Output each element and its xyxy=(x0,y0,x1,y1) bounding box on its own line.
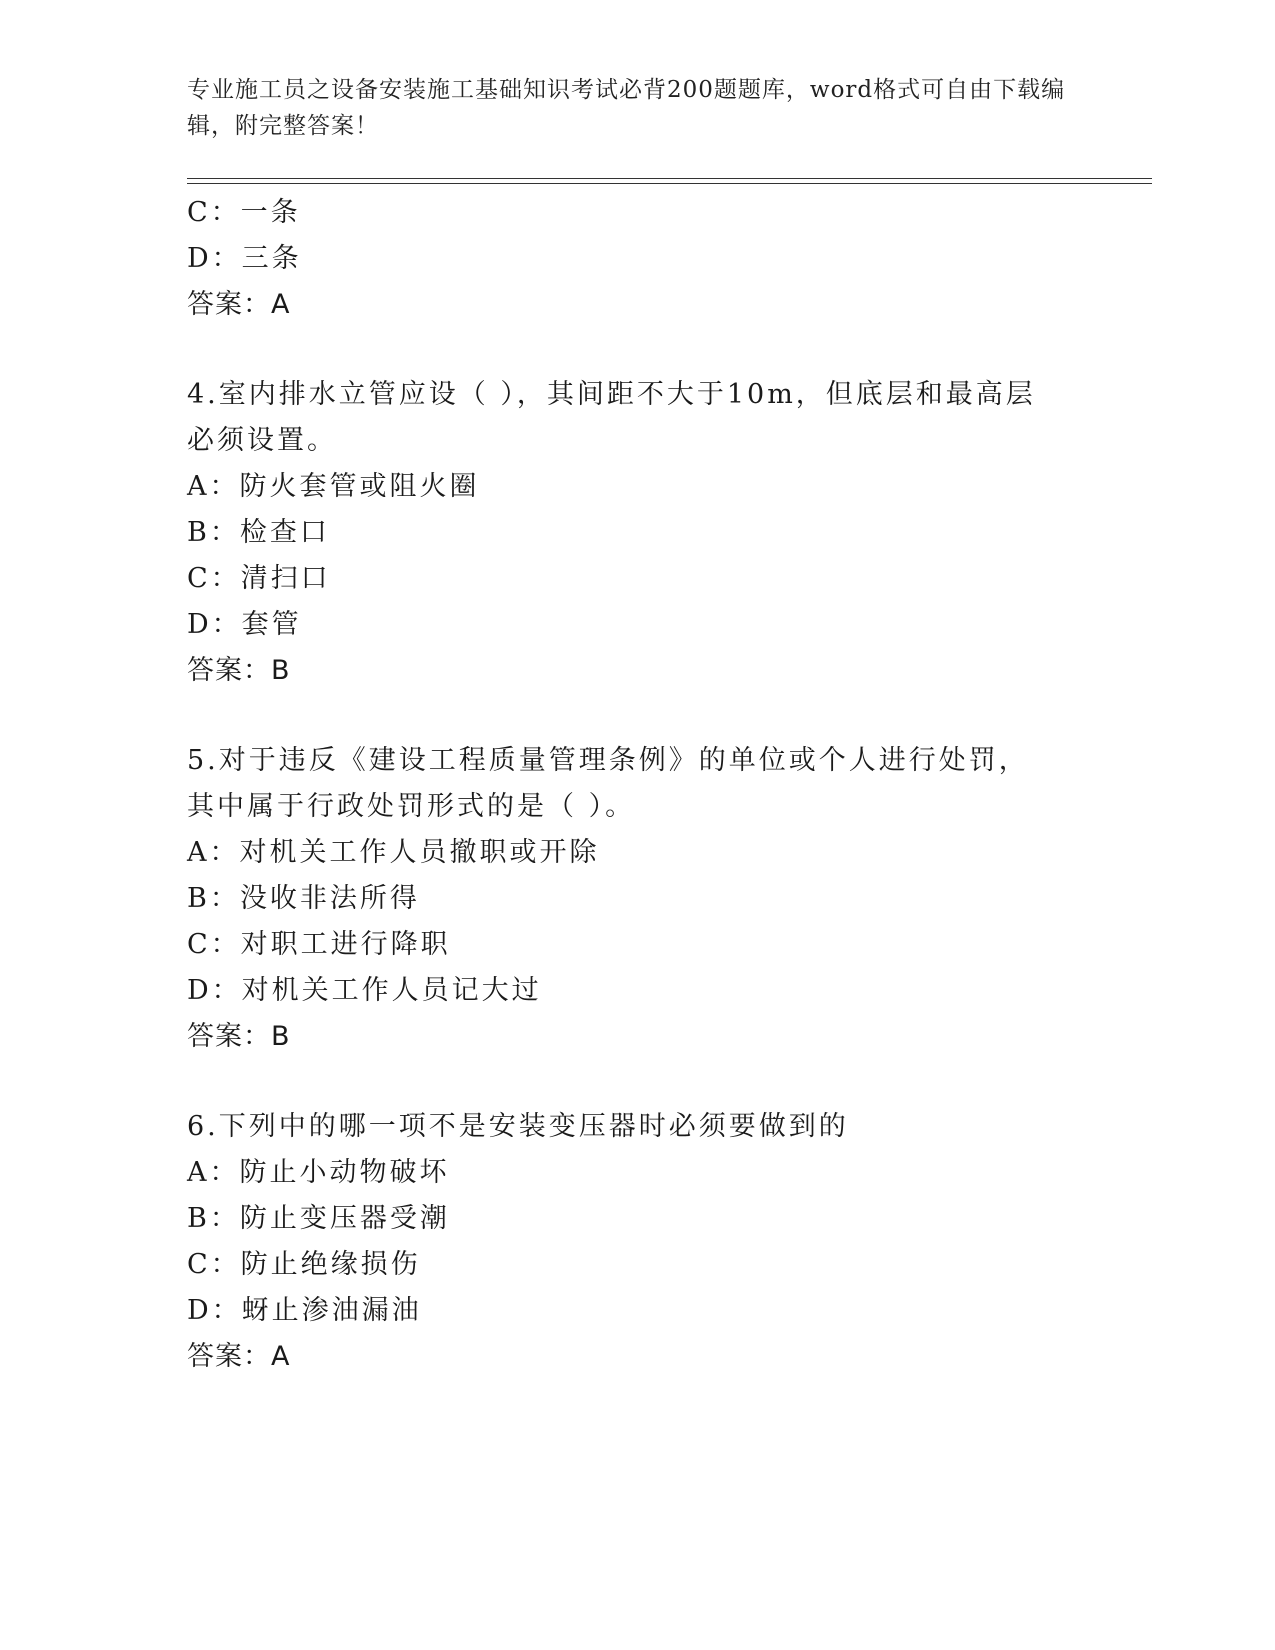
option-a: A：对机关工作人员撤职或开除 xyxy=(187,837,600,868)
option-d: D：对机关工作人员记大过 xyxy=(187,975,542,1006)
answer-line: 答案：A xyxy=(187,1341,291,1372)
option-b: B：防止变压器受潮 xyxy=(187,1203,450,1234)
option-d: D：套管 xyxy=(187,609,302,640)
header-divider-bottom xyxy=(187,183,1152,184)
option-c: C：一条 xyxy=(187,197,301,228)
option-a: A：防火套管或阻火圈 xyxy=(187,471,480,502)
question-block-partial xyxy=(187,190,1087,328)
option-c: C：清扫口 xyxy=(187,563,331,594)
answer-line: 答案：B xyxy=(187,1021,291,1052)
question-block-4 xyxy=(187,372,1087,694)
question-list xyxy=(187,190,1087,1380)
option-a: A：防止小动物破坏 xyxy=(187,1157,450,1188)
question-block-5 xyxy=(187,738,1087,1060)
option-d: D：蚜止渗油漏油 xyxy=(187,1295,422,1326)
option-c: C：对职工进行降职 xyxy=(187,929,451,960)
question-text: 5.对于违反《建设工程质量管理条例》的单位或个人进行处罚，其中属于行政处罚形式的是（ ）。 xyxy=(187,745,1029,822)
question-block-6 xyxy=(187,1104,1087,1380)
option-b: B：没收非法所得 xyxy=(187,883,420,914)
answer-line: 答案：A xyxy=(187,289,291,320)
option-d: D：三条 xyxy=(187,243,302,274)
option-b: B：检查口 xyxy=(187,517,330,548)
header-divider-top xyxy=(187,178,1152,179)
page-header: 专业施工员之设备安装施工基础知识考试必背200题题库，word格式可自由下载编辑，附完整答案！ xyxy=(187,77,1066,139)
question-text: 4.室内排水立管应设（ ），其间距不大于10m，但底层和最高层必须设置。 xyxy=(187,379,1036,456)
answer-line: 答案：B xyxy=(187,655,291,686)
question-text: 6.下列中的哪一项不是安装变压器时必须要做到的 xyxy=(187,1111,849,1142)
option-c: C：防止绝缘损伤 xyxy=(187,1249,421,1280)
